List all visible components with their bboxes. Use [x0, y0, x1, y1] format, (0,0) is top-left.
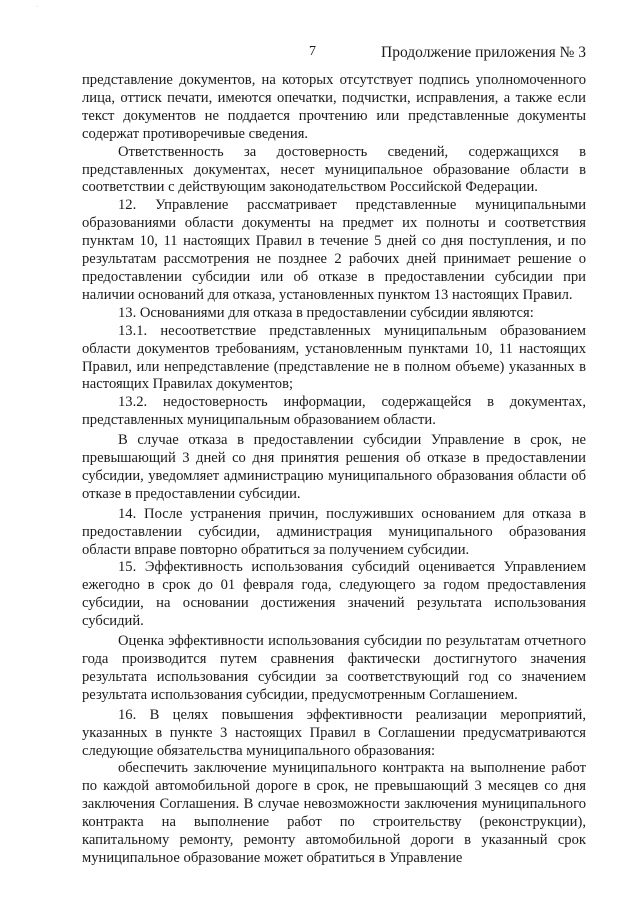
paragraph: 15. Эффективность использования субсидий оценивается Управлением ежегодно в срок до 01 февраля года, следующего за годом предоставления субсидии, на основании достижения значений результата использования субсидий.: [82, 559, 586, 630]
paragraph: 13.1. несоответствие представленных муниципальным образованием области документов требованиям, установленным пунктами 10, 11 настоящих Правил, или непредставление (представление не в полном объеме) указанных в настоящих Правилах документов;: [82, 322, 586, 393]
page-number: 7: [309, 44, 316, 59]
scan-mark: ·: [36, 4, 38, 10]
paragraph: В случае отказа в предоставлении субсидии Управление в срок, не превышающий 3 дней со дня принятия решения об отказе в предоставлении субсидии, уведомляет администрацию муниципального образования области об отказе в предоставлении субсидии.: [82, 432, 586, 502]
paragraph: 16. В целях повышения эффективности реализации мероприятий, указанных в пункте 3 настоящих Правил в Соглашении предусматриваются следующие обязательства муниципального образования:: [82, 706, 586, 759]
paragraph: Ответственность за достоверность сведений, содержащихся в представленных документах, несет муниципальное образование области в соответствии с действующим законодательством Российской Федерации.: [82, 143, 586, 196]
appendix-title: Продолжение приложения № 3: [381, 44, 586, 61]
page-header: [0, 44, 640, 64]
paragraph: 13. Основаниями для отказа в предоставлении субсидии являются:: [118, 304, 534, 321]
paragraph: Оценка эффективности использования субсидии по результатам отчетного года производится путем сравнения фактически достигнутого значения результата использования субсидии за соответствующий год со значением результата использования субсидии, предусмотренным Соглашением.: [82, 633, 586, 703]
paragraph: 13.2. недостоверность информации, содержащейся в документах, представленных муниципальным образованием области.: [82, 394, 586, 429]
paragraph: 12. Управление рассматривает представленные муниципальными образованиями области документы на предмет их полноты и соответствия пунктам 10, 11 настоящих Правил в течение 5 дней со дня поступления, и по результатам рассмотрения не позднее 2 рабочих дней принимает решение о предоставлении субсидии или об отказе в предоставлении субсидии при наличии оснований для отказа, установленных пунктом 13 настоящих Правил.: [82, 197, 586, 303]
paragraph: 14. После устранения причин, послуживших основанием для отказа в предоставлении субсидии, администрация муниципального образования области вправе повторно обратиться за получением субсидии.: [82, 505, 586, 558]
document-body: [82, 72, 586, 868]
paragraph: обеспечить заключение муниципального контракта на выполнение работ по каждой автомобильной дороге в срок, не превышающий 3 месяцев со дня заключения Соглашения. В случае невозможности заключения муниципального контракта на выполнение работ по строительству (реконструкции), капитальному ремонту, ремонту автомобильной дороги в указанный срок муниципальное образование может обратиться в Управление: [82, 760, 586, 866]
paragraph: представление документов, на которых отсутствует подпись уполномоченного лица, оттиск печати, имеются опечатки, подчистки, исправления, а также если текст документов не поддается прочтению или представленные документы содержат противоречивые сведения.: [82, 72, 586, 142]
